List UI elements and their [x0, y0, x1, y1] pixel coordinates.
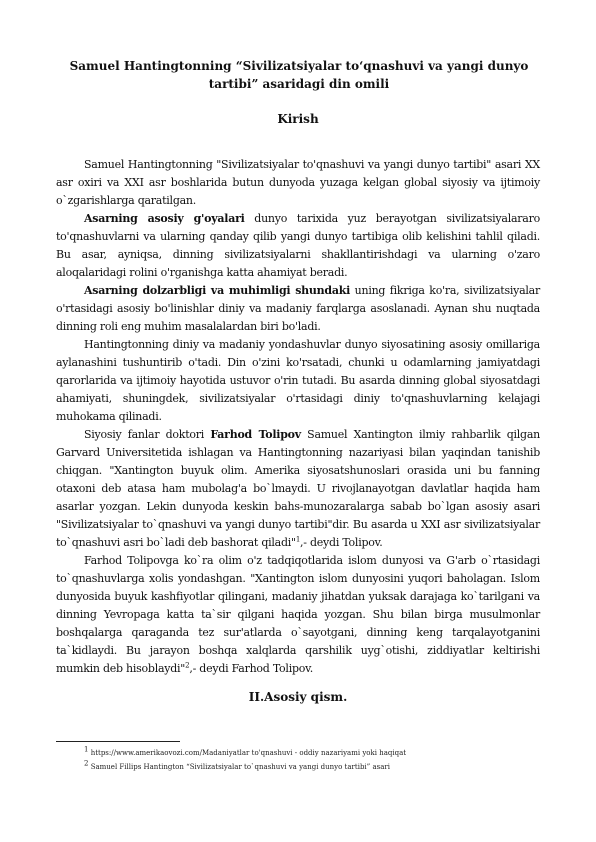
footnote-2 — [84, 760, 540, 774]
footnotes — [84, 746, 540, 774]
paragraph-5 — [56, 426, 540, 552]
paragraph-6-text-a: Farhod Tolipovga ko`ra olim o'z tadqiqotlarida islom dunyosi va G'arb o`rtasidagi to`qnashuvlarga xolis yondashgan. "Xantington islom dunyosini yuqori baholagan. Islom dunyosida buyuk kashfiyotlar qilingani, madaniy jihatdan yuksak darajaga ko`tarilgani va dinning Yevropaga katta ta`sir qilgani haqida yozgan. Shu bilan birga musulmonlar boshqalarga qaraganda tez sur'atlarda o`sayotgani, dinning keng tarqalayotganini ta`kidlaydi. Bu jarayon boshqa xalqlarda qarshilik uyg`otishi, ziddiyatlar keltirishi mumkin deb hisoblaydi" — [56, 554, 540, 675]
paragraph-2-text: dunyo tarixida yuz berayotgan sivilizatsiyalararo to'qnashuvlarni va ularning qanday qilib yangi dunyo tartibiga olib kelishini tahlil qiladi. Bu asar, ayniqsa, dinning sivilizatsiyalarni shakllantirishdagi va ularning o'zaro aloqalaridagi rolini o'rganishga katta ahamiyat beradi. — [56, 212, 540, 279]
footnote-2-number: 2 — [84, 759, 89, 768]
footnote-1-text: https://www.amerikaovozi.com/Madaniyatlar to'qnashuvi - oddiy nazariyami yoki haqiqat — [88, 749, 407, 757]
footnote-1 — [84, 746, 540, 760]
paragraph-5-text-c: ,- deydi Tolipov. — [300, 536, 383, 549]
footnote-ref-2[interactable]: 2 — [185, 661, 190, 670]
paragraph-3-bold: Asarning dolzarbligi va muhimligi shundaki — [84, 284, 351, 297]
paragraph-2 — [56, 210, 540, 282]
title-line-1: Samuel Hantingtonning “Sivilizatsiyalar to‘qnashuvi va yangi dunyo — [69, 59, 529, 73]
paragraph-2-bold: Asarning asosiy g'oyalari — [84, 212, 245, 225]
paragraph-4-text: Hantingtonning diniy va madaniy yondashuvlar dunyo siyosatining asosiy omillariga aylanashini tushuntirib o'tadi. Din o'zini ko'rsatadi, chunki u odamlarning jamiyatdagi qarorlarida va ijtimoiy hayotida ustuvor o'rin tutadi. Bu asarda dinning global siyosatdagi ahamiyati, shuningdek, sivilizatsiyalar o'rtasidagi diniy to'qnashuvlarning kelajagi muhokama qilinadi. — [56, 338, 540, 423]
footnote-1-number: 1 — [84, 745, 89, 754]
footnote-ref-1[interactable]: 1 — [295, 535, 301, 544]
footnote-divider — [56, 741, 180, 742]
paragraph-5-bold: Farhod Tolipov — [210, 428, 301, 441]
paragraph-3 — [56, 282, 540, 336]
paragraph-1 — [56, 156, 540, 210]
main-heading: II.Asosiy qism. — [248, 690, 348, 704]
title-line-2: tartibi” asaridagi din omili — [208, 77, 390, 91]
paragraph-5-text-a: Siyosiy fanlar doktori — [84, 428, 211, 441]
document-title — [60, 57, 538, 93]
paragraph-4 — [56, 336, 540, 426]
paragraph-1-text: Samuel Hantingtonning "Sivilizatsiyalar to'qnashuvi va yangi dunyo tartibi" asari XX asr oxiri va XXI asr boshlarida butun dunyoda yuzaga kelgan global siyosiy va ijtimoiy o`zgarishlarga qaratilgan. — [56, 158, 540, 207]
paragraph-5-text-b: Samuel Xantington ilmiy rahbarlik qilgan Garvard Universitetida ishlagan va Hantingtonning nazariyasi bilan yaqindan tanishib chiqgan. "Xantington buyuk olim. Amerika siyosatshunoslari orasida uni bu fanning otaxoni deb atasa ham mubolag'a bo`lmaydi. U rivojlanayotgan davlatlar haqida ham asarlar yozgan. Lekin dunyoda keskin bahs-munozaralarga sabab bo`lgan asosiy asari "Sivilizatsiyalar to`qnashuvi va yangi dunyo tartibi"dir. Bu asarda u XXI asr sivilizatsiyalar to`qnashuvi asri bo`ladi deb bashorat qiladi" — [56, 428, 540, 549]
footnote-2-text: Samuel Fillips Hantington “Sivilizatsiyalar to`qnashuvi va yangi dunyo tartibi” asari — [88, 763, 390, 771]
paragraph-3-text: uning fikriga ko'ra, sivilizatsiyalar o'rtasidagi asosiy bo'linishlar diniy va madaniy farqlarga asoslanadi. Aynan shu nuqtada dinning roli eng muhim masalalardan biri bo'ladi. — [56, 284, 540, 333]
body-text — [56, 156, 540, 678]
paragraph-6 — [56, 552, 540, 678]
paragraph-6-text-c: ,- deydi Farhod Tolipov. — [189, 662, 314, 675]
intro-heading: Kirish — [277, 112, 319, 126]
